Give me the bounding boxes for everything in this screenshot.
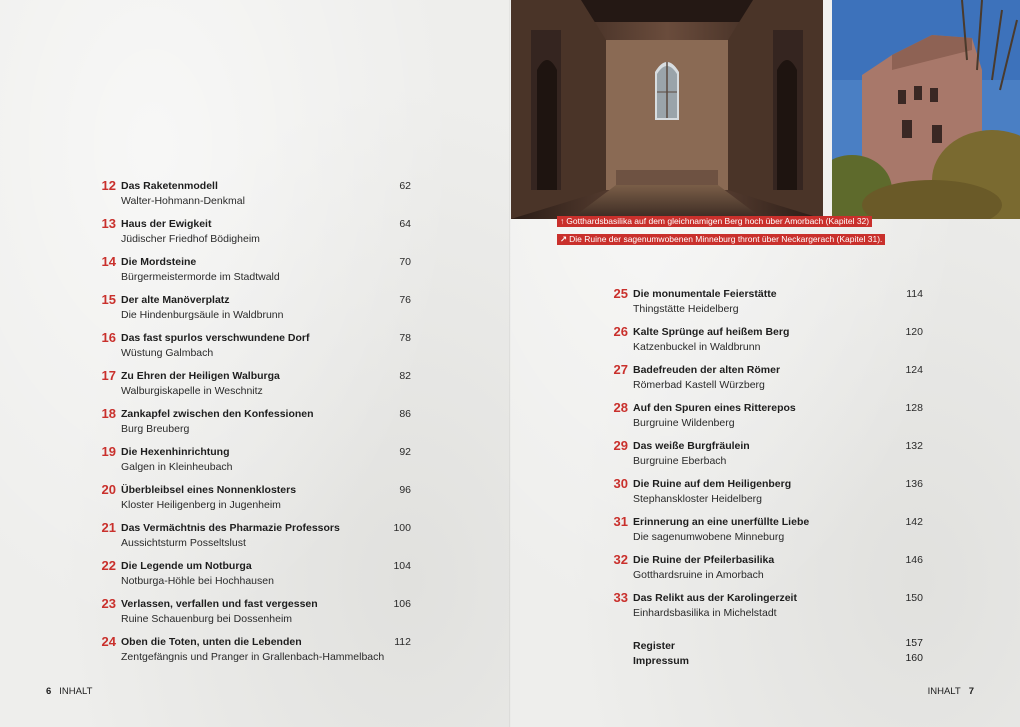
chapter-title: Das Raketenmodell [121,180,218,192]
chapter-number: 18 [101,406,116,421]
arrow-up-icon: ↑ [560,216,565,226]
chapter-title: Oben die Toten, unten die Lebenden [121,636,302,648]
chapter-number: 26 [613,324,628,339]
chapter-subtitle: Bürgermeistermorde im Stadtwald [121,271,280,283]
chapter-subtitle: Einhardsbasilika in Michelstadt [633,607,777,619]
chapter-subtitle: Stephanskloster Heidelberg [633,493,762,505]
toc-entry[interactable] [608,552,923,590]
page-number: 86 [399,408,411,420]
toc-left-column [96,178,411,672]
chapter-subtitle: Wüstung Galmbach [121,347,214,359]
page-number: 92 [399,446,411,458]
chapter-title: Das Relikt aus der Karolingerzeit [633,592,797,604]
chapter-subtitle: Galgen in Kleinheubach [121,461,233,473]
chapter-subtitle: Die sagenumwobene Minneburg [633,531,785,543]
page-number: 62 [399,180,411,192]
page-number: 70 [399,256,411,268]
toc-entry[interactable] [96,178,411,216]
chapter-number: 27 [613,362,628,377]
chapter-number: 12 [101,178,116,193]
folio-number: 6 [46,686,52,697]
chapter-number: 22 [101,558,116,573]
chapter-title: Zankapfel zwischen den Konfessionen [121,408,314,420]
chapter-number: 25 [613,286,628,301]
toc-entry[interactable] [608,590,923,628]
chapter-subtitle: Burgruine Wildenberg [633,417,735,429]
toc-entry[interactable] [608,324,923,362]
footer-right [928,686,974,698]
caption-2: ↗ Die Ruine der sagenumwobenen Minneburg thront über Neckargerach (Kapitel 31). [557,234,885,245]
toc-entry[interactable] [96,368,411,406]
toc-entry[interactable] [96,596,411,634]
toc-entry[interactable] [608,400,923,438]
chapter-subtitle: Ruine Schauenburg bei Dossenheim [121,613,293,625]
chapter-number: 23 [101,596,116,611]
page-number: 100 [393,522,411,534]
toc-entry[interactable] [608,476,923,514]
chapter-number: 29 [613,438,628,453]
chapter-number: 15 [101,292,116,307]
toc-entry[interactable] [96,330,411,368]
chapter-subtitle: Thingstätte Heidelberg [633,303,739,315]
photo-minneburg [832,0,1020,219]
chapter-title: Die Ruine der Pfeilerbasilika [633,554,775,566]
chapter-title: Erinnerung an eine unerfüllte Liebe [633,516,810,528]
chapter-number: 20 [101,482,116,497]
page-number: 150 [905,592,923,604]
page-number: 106 [393,598,411,610]
arrow-up-right-icon: ↗ [560,234,568,244]
page-number: 124 [905,364,923,376]
toc-appendix [633,636,923,666]
chapter-number: 21 [101,520,116,535]
chapter-number: 19 [101,444,116,459]
toc-entry[interactable] [96,292,411,330]
chapter-subtitle: Jüdischer Friedhof Bödigheim [121,233,260,245]
chapter-title: Auf den Spuren eines Ritterepos [633,402,796,414]
chapter-subtitle: Römerbad Kastell Würzberg [633,379,765,391]
page-number: 64 [399,218,411,230]
toc-entry[interactable] [96,634,411,672]
chapter-number: 16 [101,330,116,345]
page-number: 142 [905,516,923,528]
toc-entry[interactable] [608,362,923,400]
chapter-subtitle: Notburga-Höhle bei Hochhausen [121,575,274,587]
page-number: 146 [905,554,923,566]
chapter-title: Kalte Sprünge auf heißem Berg [633,326,790,338]
chapter-subtitle: Burg Breuberg [121,423,190,435]
chapter-title: Die Hexenhinrichtung [121,446,230,458]
toc-entry-register[interactable] [633,636,923,651]
chapter-title: Die Mordsteine [121,256,197,268]
page-number: 160 [905,652,923,664]
folio-number: 7 [968,686,974,697]
chapter-title: Das Vermächtnis des Pharmazie Professors [121,522,340,534]
chapter-number: 24 [101,634,116,649]
chapter-title: Die Legende um Notburga [121,560,252,572]
chapter-number: 32 [613,552,628,567]
chapter-subtitle: Zentgefängnis und Pranger in Grallenbach-Hammelbach [121,651,385,663]
chapter-number: 17 [101,368,116,383]
page-number: 132 [905,440,923,452]
appendix-title: Register [633,640,676,652]
chapter-title: Die Ruine auf dem Heiligenberg [633,478,792,490]
chapter-number: 30 [613,476,628,491]
page-number: 157 [905,637,923,649]
chapter-title: Der alte Manöverplatz [121,294,230,306]
toc-entry[interactable] [608,286,923,324]
caption-1: ↑ Gotthardsbasilika auf dem gleichnamigen Berg hoch über Amorbach (Kapitel 32) [557,216,872,227]
chapter-subtitle: Katzenbuckel in Waldbrunn [633,341,761,353]
chapter-title: Zu Ehren der Heiligen Walburga [121,370,280,382]
toc-entry[interactable] [96,520,411,558]
toc-entry-impressum[interactable] [633,651,923,666]
chapter-title: Haus der Ewigkeit [121,218,212,230]
chapter-subtitle: Walburgiskapelle in Weschnitz [121,385,263,397]
appendix-title: Impressum [633,655,690,667]
page-number: 96 [399,484,411,496]
chapter-title: Verlassen, verfallen und fast vergessen [121,598,318,610]
photo-gotthardsbasilika [511,0,823,219]
chapter-subtitle: Burgruine Eberbach [633,455,727,467]
toc-entry[interactable] [96,216,411,254]
footer-left [46,686,92,698]
page-number: 120 [905,326,923,338]
chapter-title: Badefreuden der alten Römer [633,364,781,376]
page-number: 114 [906,288,923,300]
chapter-title: Überbleibsel eines Nonnenklosters [121,484,297,496]
chapter-subtitle: Walter-Hohmann-Denkmal [121,195,245,207]
toc-right-column [608,286,923,628]
chapter-number: 33 [613,590,628,605]
toc-entry[interactable] [96,444,411,482]
chapter-subtitle: Gotthardsruine in Amorbach [633,569,764,581]
chapter-subtitle: Kloster Heiligenberg in Jugenheim [121,499,281,511]
toc-entry[interactable] [608,438,923,476]
running-head: INHALT [927,686,961,697]
chapter-number: 28 [613,400,628,415]
chapter-number: 31 [613,514,628,529]
page-number: 82 [399,370,411,382]
page-number: 104 [393,560,411,572]
page-number: 136 [905,478,923,490]
chapter-title: Die monumentale Feierstätte [633,288,777,300]
photo-captions [557,211,885,247]
toc-entry[interactable] [96,482,411,520]
chapter-number: 13 [101,216,116,231]
page-number: 128 [905,402,923,414]
chapter-number: 14 [101,254,116,269]
running-head: INHALT [59,686,93,697]
chapter-subtitle: Aussichtsturm Posseltslust [121,537,246,549]
page-number: 78 [399,332,411,344]
page-number: 112 [394,636,411,648]
chapter-title: Das fast spurlos verschwundene Dorf [121,332,310,344]
toc-entry[interactable] [96,558,411,596]
toc-entry[interactable] [96,406,411,444]
chapter-subtitle: Die Hindenburgsäule in Waldbrunn [121,309,284,321]
page-number: 76 [399,294,411,306]
chapter-title: Das weiße Burgfräulein [633,440,750,452]
toc-entry[interactable] [96,254,411,292]
toc-entry[interactable] [608,514,923,552]
